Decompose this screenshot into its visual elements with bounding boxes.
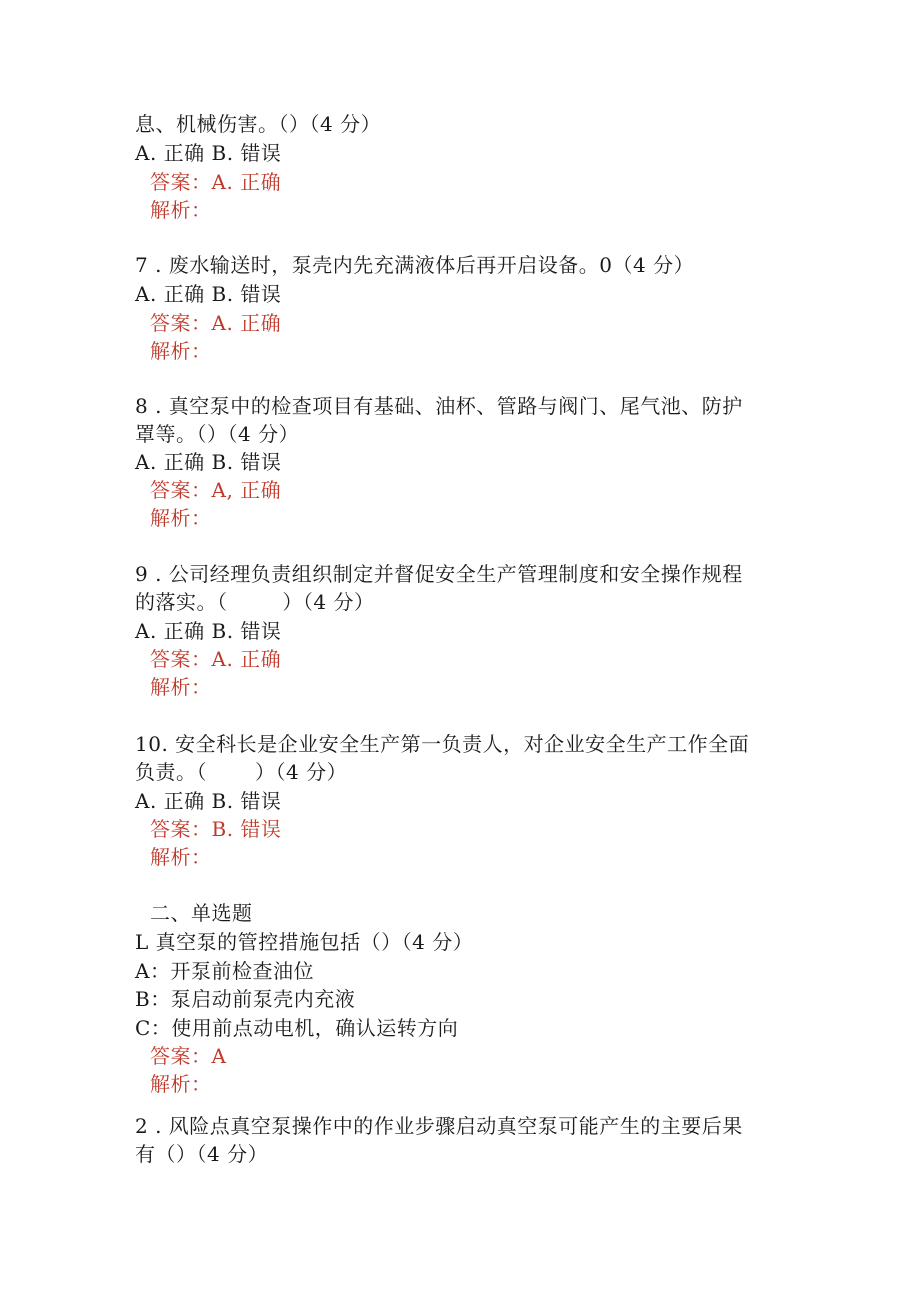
question-9-text-line-1: 9 . 公司经理负责组织制定并督促安全生产管理制度和安全操作规程 [135,562,743,586]
question-6-text-line-2: 息、机械伤害。（）（4 分） [135,112,382,136]
question-10-text-line-2: 负责。（ ）（4 分） [135,760,348,784]
question-9-text-line-2: 的落实。（ ）（4 分） [135,590,375,614]
question-9-analysis: 解析： [150,675,212,699]
single-choice-1-text: L 真空泵的管控措施包括（）（4 分） [135,930,474,954]
question-10-answer: 答案：B. 错误 [150,817,282,841]
single-choice-2-text-line-1: 2 . 风险点真空泵操作中的作业步骤启动真空泵可能产生的主要后果 [135,1114,743,1138]
question-7-answer: 答案：A. 正确 [150,311,282,335]
single-choice-1-answer: 答案：A [150,1044,227,1068]
question-10-analysis: 解析： [150,845,212,869]
single-choice-1-option-a: A：开泵前检查油位 [135,959,314,983]
single-choice-2-text-line-2: 有（）（4 分） [135,1142,269,1166]
question-9-answer: 答案：A. 正确 [150,647,282,671]
question-7-text: 7 . 废水输送时，泵壳内先充满液体后再开启设备。0（4 分） [135,253,695,277]
question-7-options: A. 正确 B. 错误 [135,282,282,306]
question-6-answer: 答案：A. 正确 [150,170,282,194]
question-9-options: A. 正确 B. 错误 [135,619,282,643]
question-10-text-line-1: 10. 安全科长是企业安全生产第一负责人，对企业安全生产工作全面 [135,732,750,756]
question-6-analysis: 解析： [150,198,212,222]
question-6-options: A. 正确 B. 错误 [135,141,282,165]
question-7-analysis: 解析： [150,339,212,363]
question-8-text-line-1: 8 . 真空泵中的检查项目有基础、油杯、管路与阀门、尾气池、防护 [135,394,743,418]
single-choice-1-analysis: 解析： [150,1072,212,1096]
question-8-text-line-2: 罩等。（）（4 分） [135,422,300,446]
question-10-options: A. 正确 B. 错误 [135,789,282,813]
question-8-analysis: 解析： [150,506,212,530]
single-choice-1-option-b: B：泵启动前泵壳内充液 [135,987,356,1011]
question-8-answer: 答案：A, 正确 [150,478,282,502]
section-2-heading: 二、单选题 [150,901,253,925]
single-choice-1-option-c: C：使用前点动电机，确认运转方向 [135,1016,459,1040]
question-8-options: A. 正确 B. 错误 [135,450,282,474]
